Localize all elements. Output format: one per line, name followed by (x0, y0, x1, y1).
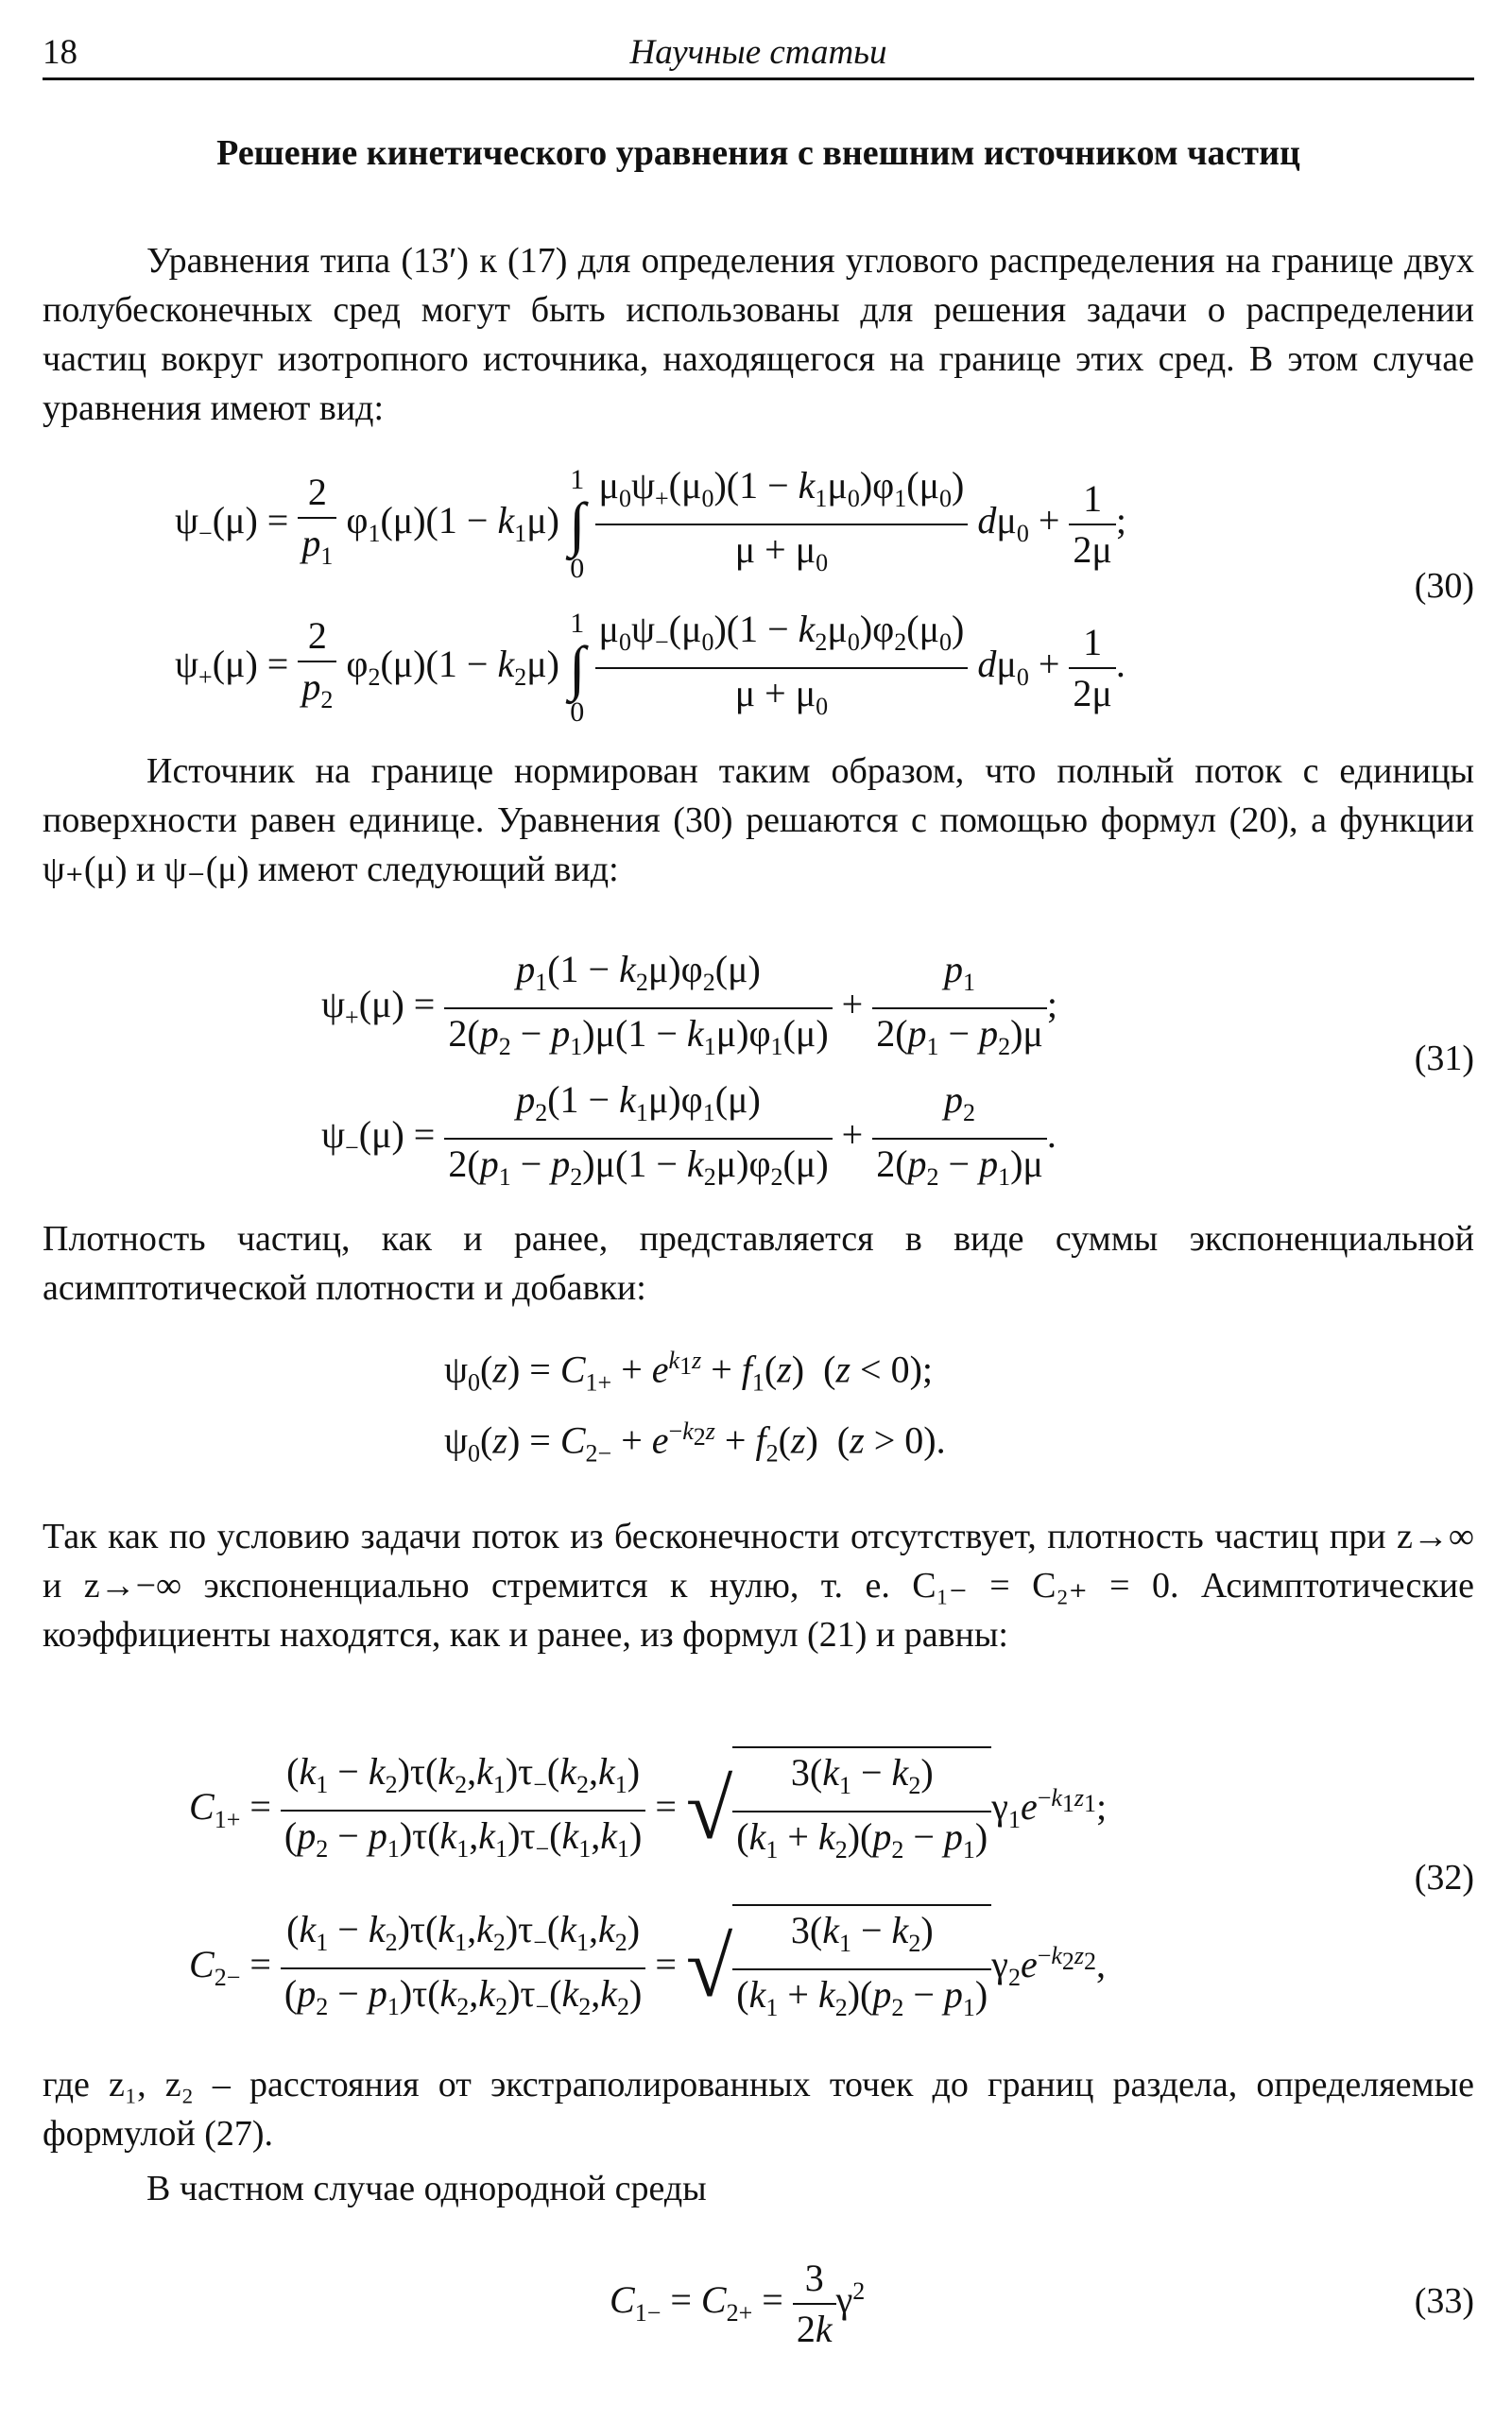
equation-30-line-2: $\psi_+(\mu)$ = $\frac{2}{p_2}$ $\varphi_2(\mu)(1 - k_2\mu)$ 1 ∫ 0 $\frac{\mu_0\psi_-(\mu_0)(1 - k_2\mu_0)\varphi_2(\mu_0)}{\mu + \mu_0}$ $d\mu_0$ + $\frac{1}{2\mu}$ . (175, 605, 1125, 731)
equation-30-line-1: $\psi_-(\mu)$ = $\frac{2}{p_1}$ $\varphi_1(\mu)(1 - k_1\mu)$ 1 ∫ 0 $\frac{\mu_0\psi_+(\mu_0)(1 - k_1\mu_0)\varphi_1(\mu_0)}{\mu + \mu_0}$ $d\mu_0$ + $\frac{1}{2\mu}$ ; (175, 461, 1126, 588)
equation-33-line: $C_{1-} = C_{2+}$ = $\frac{3}{2k}$ $\gamma^2$ (610, 2254, 865, 2354)
equation-number-33: (33) (1414, 2281, 1474, 2321)
section-title: Решение кинетического уравнения с внешним источником частиц (216, 133, 1300, 173)
paragraph-2: Источник на границе нормирован таким образом, что полный поток с единицы поверхности равен единице. Уравнения (30) решаются с помощью формул (20), а функции ψ₊(μ) и ψ₋(μ) имеют следующий вид: (43, 751, 1474, 889)
equation-32-line-2: $C_{2-}$ = $\frac{(k_1 - k_2)\tau(k_1,k_2)\tau_-(k_1,k_2)}{(p_2 - p_1)\tau(k_2,k_2)\tau_-(k_2,k_2)}$ = √ $\frac{3(k_1 - k_2)}{(k_1 + k_2)(p_2 - p_1)}$ $\gamma_2e^{-k_2z_2}$, (189, 1904, 1106, 2033)
equation-number-31: (31) (1414, 1039, 1474, 1078)
equation-number-30: (30) (1414, 566, 1474, 606)
density-equation-2: $\psi_0(z) = C_{2-} + e^{-k_2z} + f_2(z) (z > 0)$. (444, 1417, 946, 1468)
paragraph-3: Плотность частиц, как и ранее, представляется в виде суммы экспоненциальной асимптотической плотности и добавки: (43, 1219, 1474, 1308)
equation-32-line-1: $C_{1+}$ = $\frac{(k_1 - k_2)\tau(k_2,k_1)\tau_-(k_2,k_1)}{(p_2 - p_1)\tau(k_1,k_1)\tau_-(k_1,k_1)}$ = √ $\frac{3(k_1 - k_2)}{(k_1 + k_2)(p_2 - p_1)}$ $\gamma_1e^{-k_1z_1}$; (189, 1746, 1107, 1875)
running-title: Научные статьи (629, 33, 887, 72)
equation-31-line-2: $\psi_-(\mu)$ = $\frac{p_2(1 - k_1\mu)\varphi_1(\mu)}{2(p_1 - p_2)\mu(1 - k_2\mu)\varphi_2(\mu)}$ + $\frac{p_2}{2(p_2 - p_1)\mu}$ . (321, 1075, 1057, 1202)
paragraph-1: Уравнения типа (13′) к (17) для определения углового распределения на границе двух полубесконечных сред могут быть использованы для решения задачи о распределении частиц вокруг изотропного источника, находящегося на границе этих сред. В этом случае уравнения имеют вид: (43, 241, 1474, 428)
page-number: 18 (43, 33, 77, 72)
density-equation-1: $\psi_0(z) = C_{1+} + e^{k_1z} + f_1(z) (z < 0)$; (444, 1347, 934, 1397)
page-header (43, 30, 1474, 80)
paragraph-5: где z₁, z₂ – расстояния от экстраполированных точек до границ раздела, определяемые формулой (27). (43, 2065, 1474, 2154)
paragraph-4: Так как по условию задачи поток из бесконечности отсутствует, плотность частиц при z→∞ и z→−∞ экспоненциально стремится к нулю, т. е. C₁₋ = C₂₊ = 0. Асимптотические коэффициенты находятся, как и ранее, из формул (21) и равны: (43, 1517, 1474, 1655)
paragraph-6: В частном случае однородной среды (146, 2169, 707, 2208)
equation-31-line-1: $\psi_+(\mu)$ = $\frac{p_1(1 - k_2\mu)\varphi_2(\mu)}{2(p_2 - p_1)\mu(1 - k_1\mu)\varphi_1(\mu)}$ + $\frac{p_1}{2(p_1 - p_2)\mu}$ ; (321, 945, 1057, 1072)
equation-number-32: (32) (1414, 1858, 1474, 1898)
